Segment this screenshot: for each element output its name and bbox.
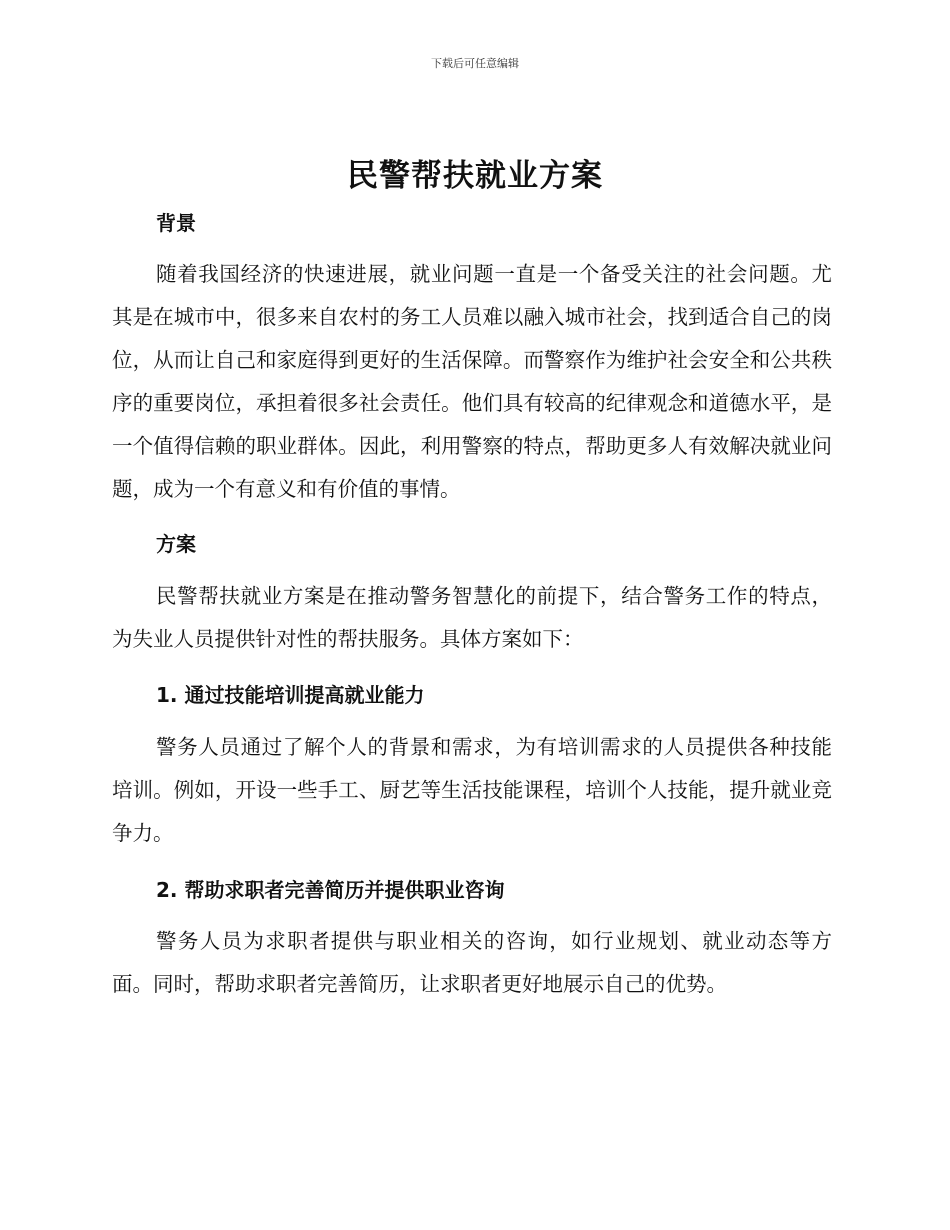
- document-title: 民警帮扶就业方案: [347, 158, 603, 194]
- section-paragraph-background: 随着我国经济的快速进展，就业问题一直是一个备受关注的社会问题。尤其是在城市中，很多来自农村的务工人员难以融入城市社会，找到适合自己的岗位，从而让自己和家庭得到更好的生活保障。而警察作为维护社会安全和公共秩序的重要岗位，承担着很多社会责任。他们具有较高的纪律观念和道德水平，是一个值得信赖的职业群体。因此，利用警察的特点，帮助更多人有效解决就业问题，成为一个有意义和有价值的事情。: [112, 262, 832, 501]
- section-heading-background: 背景: [156, 211, 196, 235]
- section-heading-item1: 1. 通过技能培训提高就业能力: [156, 683, 425, 707]
- section-heading-plan: 方案: [156, 532, 196, 556]
- header-note: 下载后可任意编辑: [431, 57, 519, 70]
- section-paragraph-item1: 警务人员通过了解个人的背景和需求，为有培训需求的人员提供各种技能培训。例如，开设一些手工、厨艺等生活技能课程，培训个人技能，提升就业竞争力。: [112, 735, 832, 845]
- section-paragraph-item2: 警务人员为求职者提供与职业相关的咨询，如行业规划、就业动态等方面。同时，帮助求职者完善简历，让求职者更好地展示自己的优势。: [112, 929, 832, 996]
- section-paragraph-plan: 民警帮扶就业方案是在推动警务智慧化的前提下，结合警务工作的特点，为失业人员提供针对性的帮扶服务。具体方案如下：: [112, 584, 832, 651]
- section-heading-item2: 2. 帮助求职者完善简历并提供职业咨询: [156, 878, 505, 902]
